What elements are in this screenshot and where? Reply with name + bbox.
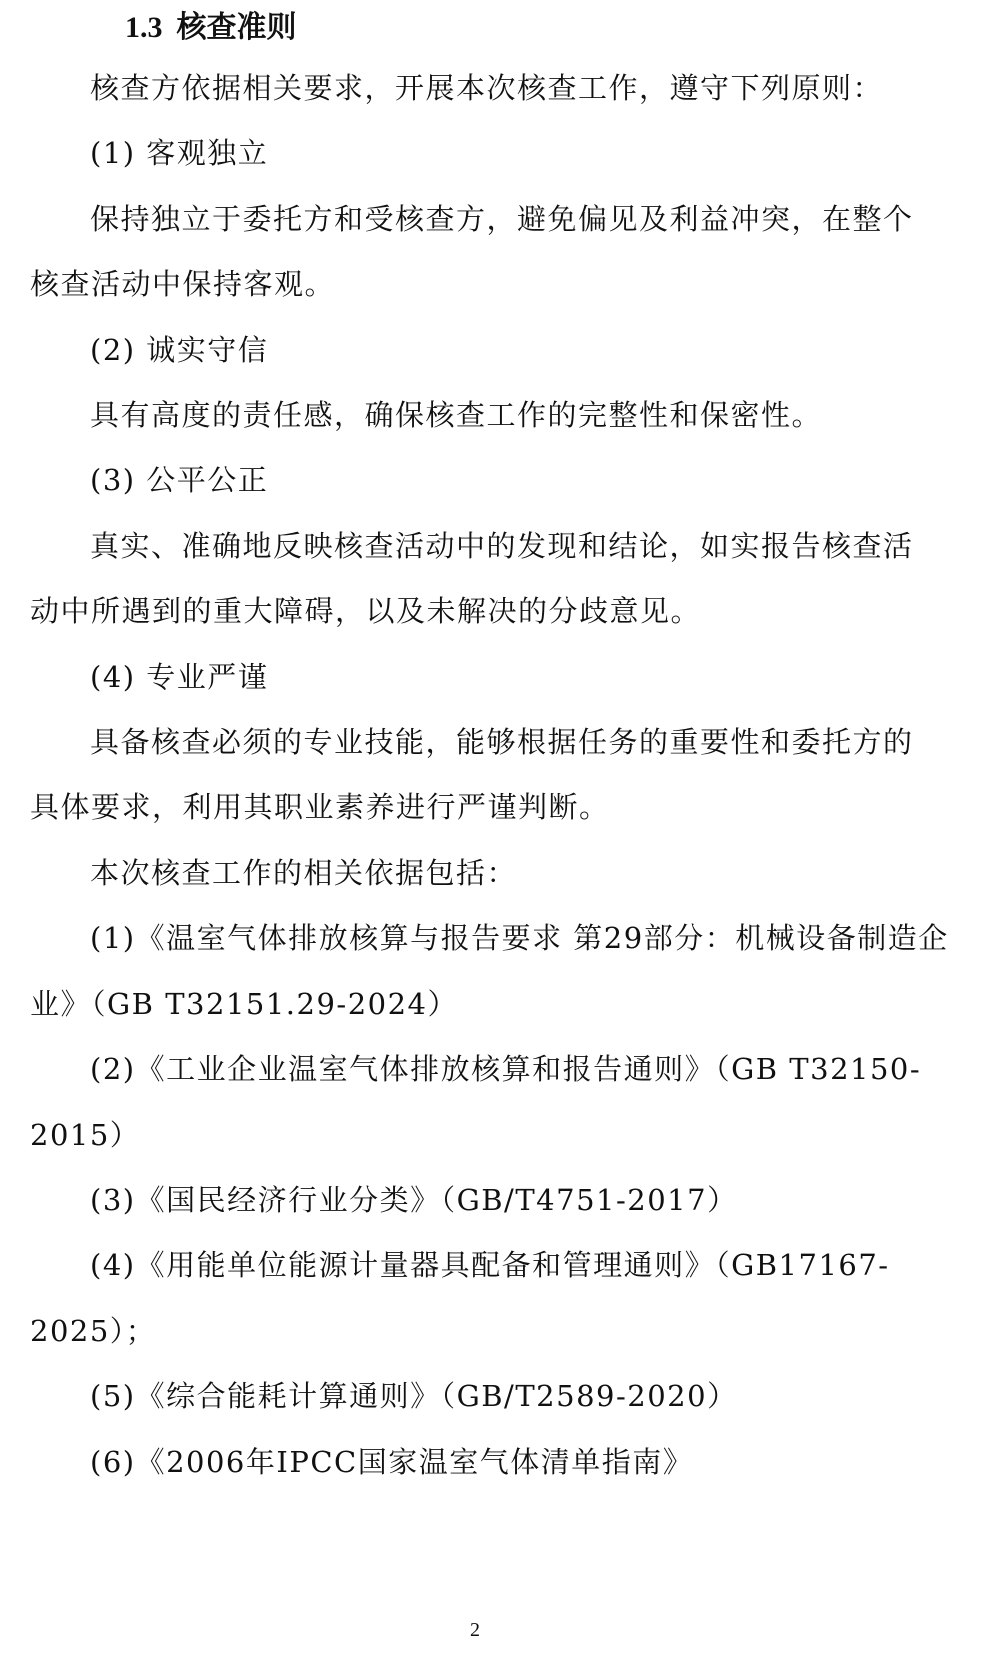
reference-4: (4)《用能单位能源计量器具配备和管理通则》（GB17167- (90, 1248, 890, 1282)
section-title: 核查准则 (176, 10, 297, 45)
reference-6: (6)《2006年IPCC国家温室气体清单指南》 (90, 1445, 694, 1479)
intro-paragraph: 核查方依据相关要求，开展本次核查工作，遵守下列原则： (90, 71, 884, 105)
principle-1-text-cont: 核查活动中保持客观。 (30, 267, 336, 301)
reference-2: (2)《工业企业温室气体排放核算和报告通则》（GB T32150- (90, 1052, 922, 1086)
page-number: 2 (470, 1619, 480, 1641)
principle-1-label: (1) 客观独立 (90, 136, 269, 170)
reference-1: (1)《温室气体排放核算与报告要求 第29部分：机械设备制造企 (90, 921, 949, 955)
principle-1-text: 保持独立于委托方和受核查方，避免偏见及利益冲突，在整个 (90, 202, 914, 236)
reference-4-cont: 2025）； (30, 1314, 157, 1348)
section-number: 1.3 (125, 11, 163, 44)
reference-2-cont: 2015） (30, 1118, 141, 1152)
reference-5: (5)《综合能耗计算通则》（GB/T2589-2020） (90, 1379, 738, 1413)
principle-4-text: 具备核查必须的专业技能，能够根据任务的重要性和委托方的 (90, 725, 914, 759)
section-heading (125, 6, 297, 50)
reference-1-cont: 业》（GB T32151.29-2024） (30, 987, 459, 1021)
principle-2-label: (2) 诚实守信 (90, 333, 269, 367)
basis-intro: 本次核查工作的相关依据包括： (90, 856, 518, 890)
principle-3-label: (3) 公平公正 (90, 463, 269, 497)
principle-2-text: 具有高度的责任感，确保核查工作的完整性和保密性。 (90, 398, 823, 432)
principle-3-text-cont: 动中所遇到的重大障碍，以及未解决的分歧意见。 (30, 594, 702, 628)
reference-3: (3)《国民经济行业分类》（GB/T4751-2017） (90, 1183, 738, 1217)
principle-3-text: 真实、准确地反映核查活动中的发现和结论，如实报告核查活 (90, 529, 914, 563)
principle-4-text-cont: 具体要求，利用其职业素养进行严谨判断。 (30, 790, 610, 824)
principle-4-label: (4) 专业严谨 (90, 660, 269, 694)
